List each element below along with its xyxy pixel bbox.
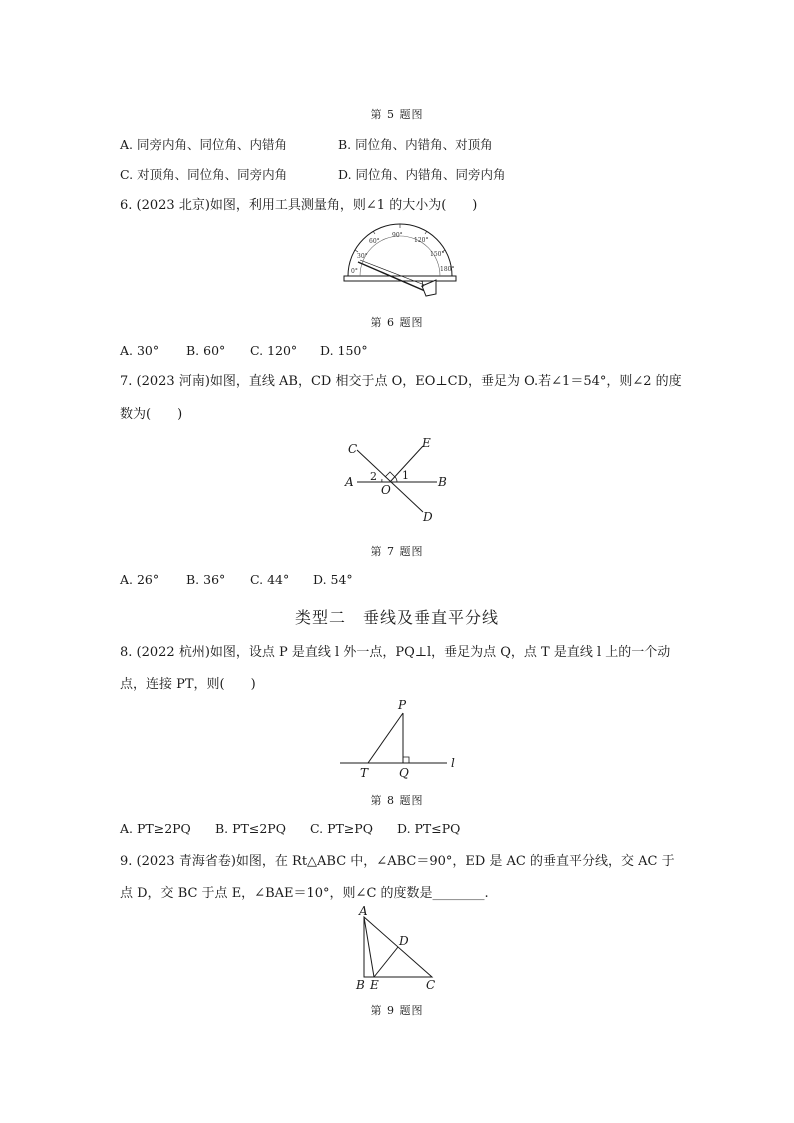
q8-option-b: B. PT≤2PQ	[215, 821, 286, 836]
q9-caption: 第 9 题图	[370, 1004, 424, 1017]
q7-option-d: D. 54°	[313, 572, 353, 587]
q6-option-d: D. 150°	[320, 343, 368, 358]
segment-pt	[368, 713, 403, 763]
q5-caption: 第 5 题图	[370, 108, 424, 121]
label-e: E	[370, 978, 379, 992]
q6-caption: 第 6 题图	[370, 316, 424, 329]
line-cd	[357, 450, 423, 512]
label-e: E	[422, 436, 431, 450]
label-p: P	[398, 698, 407, 712]
label-angle-1: 1	[402, 469, 409, 482]
q6-protractor-figure	[340, 218, 460, 298]
label-a: A	[359, 905, 368, 918]
q8-stem-line-2: 点，连接 PT，则( )	[120, 677, 256, 692]
segment-ed	[374, 947, 398, 977]
label-d: D	[399, 934, 409, 948]
q8-option-d: D. PT≤PQ	[397, 821, 461, 836]
mark-120: 120°	[414, 237, 429, 244]
q8-option-c: C. PT≥PQ	[310, 821, 373, 836]
q7-option-b: B. 36°	[186, 572, 226, 587]
mark-60: 60°	[369, 238, 380, 245]
label-b: B	[356, 978, 365, 992]
mark-0: 0°	[351, 268, 358, 275]
q5-option-d: D. 同位角、内错角、同旁内角	[338, 167, 506, 182]
q8-caption: 第 8 题图	[370, 794, 424, 807]
q7-figure	[335, 432, 455, 528]
q8-option-a: A. PT≥2PQ	[120, 821, 191, 836]
mark-150: 150°	[430, 251, 445, 258]
q6-angle-label: 1	[420, 280, 426, 289]
mark-180: 180°	[440, 266, 455, 273]
label-c: C	[348, 442, 358, 456]
segment-ae	[364, 917, 374, 977]
label-o: O	[381, 483, 391, 497]
right-angle-mark	[385, 472, 395, 477]
label-c: C	[426, 978, 436, 992]
mark-30: 30°	[357, 253, 368, 260]
q8-figure	[335, 695, 465, 783]
label-l: l	[451, 756, 455, 770]
q9-stem-line-1: 9. (2023 青海省卷)如图，在 Rt△ABC 中，∠ABC＝90°，ED 是 AC 的垂直平分线，交 AC 于	[120, 854, 675, 869]
q7-stem-line-1: 7. (2023 河南)如图，直线 AB，CD 相交于点 O，EO⊥CD，垂足为 O.若∠1＝54°，则∠2 的度	[120, 374, 682, 389]
q7-stem-line-2: 数为( )	[120, 407, 183, 422]
q7-option-c: C. 44°	[250, 572, 290, 587]
q7-caption: 第 7 题图	[370, 545, 424, 558]
q5-option-c: C. 对顶角、同位角、同旁内角	[120, 167, 288, 182]
q9-figure	[350, 905, 450, 993]
angle-1-arc	[395, 477, 397, 482]
section-title: 类型二 垂线及垂直平分线	[294, 608, 499, 627]
right-angle-mark	[403, 757, 409, 763]
q9-stem-line-2: 点 D，交 BC 于点 E，∠BAE＝10°，则∠C 的度数是________.	[120, 886, 489, 901]
label-t: T	[360, 766, 369, 780]
q7-option-a: A. 26°	[120, 572, 160, 587]
mark-90: 90°	[392, 232, 403, 239]
label-a: A	[345, 475, 354, 489]
label-q: Q	[399, 766, 409, 780]
label-angle-2: 2	[370, 470, 377, 483]
q6-option-b: B. 60°	[186, 343, 226, 358]
q6-option-a: A. 30°	[120, 343, 160, 358]
q6-option-c: C. 120°	[250, 343, 298, 358]
q6-stem: 6. (2023 北京)如图，利用工具测量角，则∠1 的大小为( )	[120, 198, 478, 213]
q5-option-a: A. 同旁内角、同位角、内错角	[120, 137, 287, 152]
label-d: D	[423, 510, 433, 524]
label-b: B	[438, 475, 447, 489]
q8-stem-line-1: 8. (2022 杭州)如图，设点 P 是直线 l 外一点，PQ⊥l，垂足为点 Q，点 T 是直线 l 上的一个动	[120, 645, 671, 660]
q5-option-b: B. 同位角、内错角、对顶角	[338, 137, 493, 152]
